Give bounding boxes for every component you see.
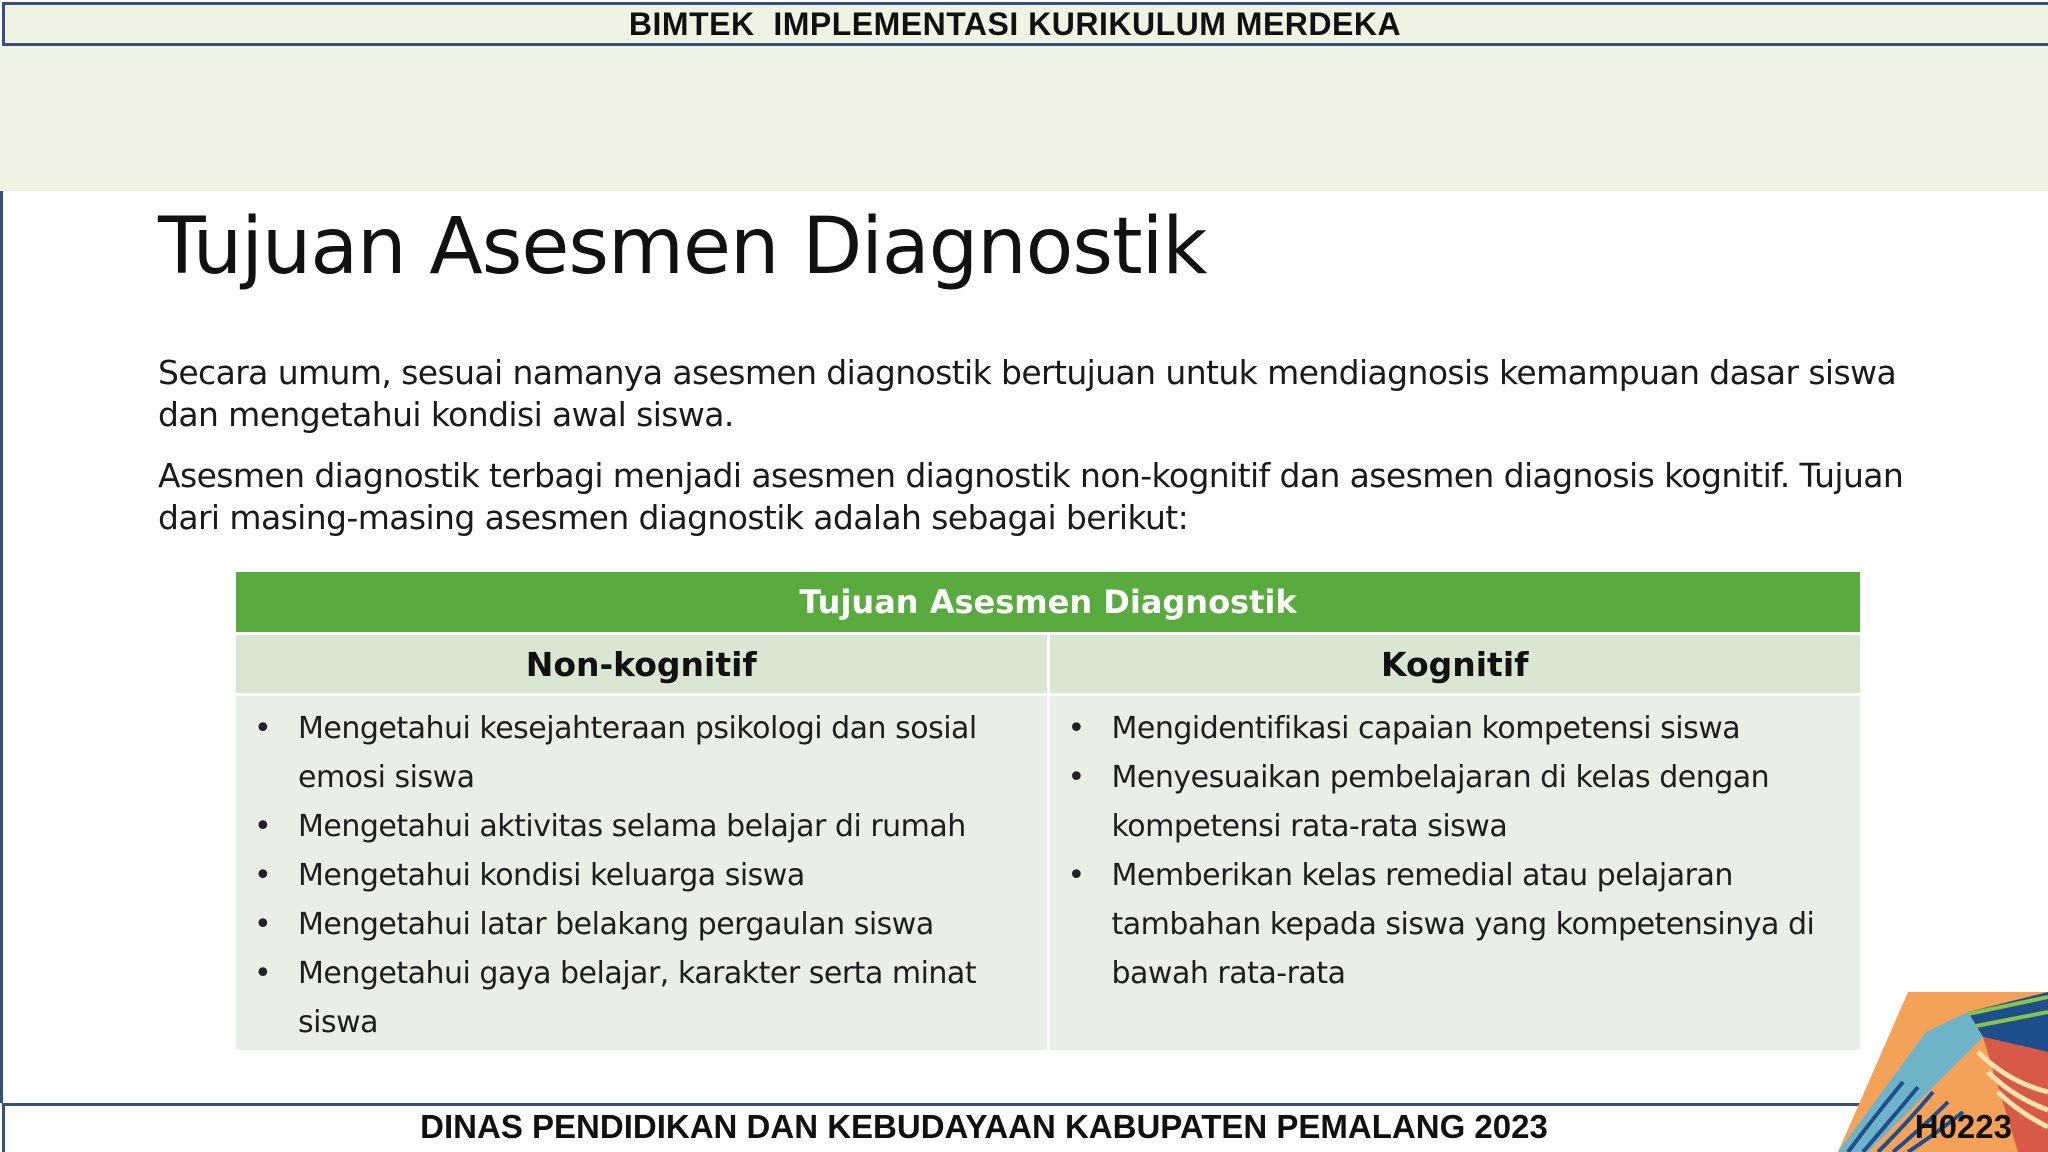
table-title: Tujuan Asesmen Diagnostik [236,572,1860,632]
header-bar [2,2,2048,46]
cognitive-list [1050,696,1861,998]
list-item: • Memberikan kelas remedial atau pelajaran tambahan kepada siswa yang kompetensinya di bawah rata-rata [1112,851,1821,998]
non-cognitive-header: Non-kognitif [236,632,1047,696]
non-cognitive-list [236,696,1047,1047]
cognitive-header: Kognitif [1050,632,1861,696]
list-item: • Mengidentifikasi capaian kompetensi siswa [1112,704,1821,753]
table-columns [236,632,1860,1050]
list-item: • Mengetahui aktivitas selama belajar di rumah [298,802,1007,851]
footer-code: H0223 [1914,1108,2012,1145]
objectives-table [236,572,1860,1050]
header-band [0,46,2048,191]
footer-text: DINAS PENDIDIKAN DAN KEBUDAYAAN KABUPATEN PEMALANG 2023 [420,1108,1548,1145]
types-paragraph: Asesmen diagnostik terbagi menjadi asesmen diagnostik non-kognitif dan asesmen diagnosis kognitif. Tujuan dari masing-masing asesmen diagnostik adalah sebagai berikut: [158,456,1904,537]
header-title: BIMTEK IMPLEMENTASI KURIKULUM MERDEKA [628,5,1402,42]
non-cognitive-column [236,632,1047,1050]
list-item: • Mengetahui latar belakang pergaulan siswa [298,900,1007,949]
list-item: • Menyesuaikan pembelajaran di kelas dengan kompetensi rata-rata siswa [1112,753,1821,851]
list-item: • Mengetahui kondisi keluarga siswa [298,851,1007,900]
intro-paragraph: Secara umum, sesuai namanya asesmen diagnostik bertujuan untuk mendiagnosis kemampuan dasar siswa dan mengetahui kondisi awal siswa. [158,353,1897,434]
cognitive-column [1047,632,1861,1050]
list-item: • Mengetahui kesejahteraan psikologi dan sosial emosi siswa [298,704,1007,802]
left-frame-line [0,191,3,1103]
slide-title: Tujuan Asesmen Diagnostik [158,202,1207,292]
list-item: • Mengetahui gaya belajar, karakter serta minat siswa [298,949,1007,1047]
